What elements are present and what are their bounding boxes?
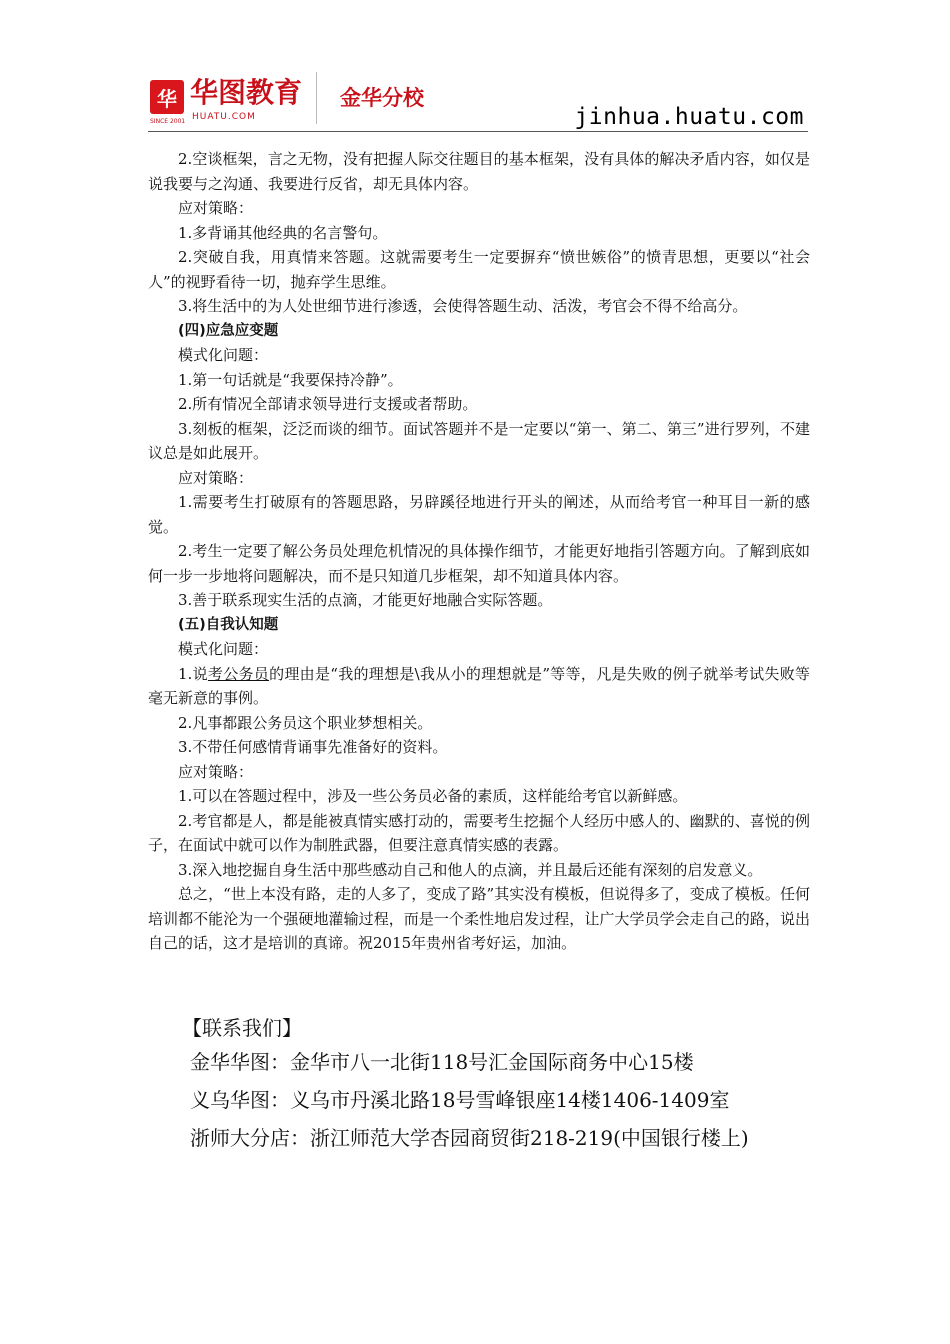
contact-section — [148, 1013, 828, 1157]
paragraph: 模式化问题： — [178, 346, 269, 364]
paragraph: 应对策略： — [178, 199, 254, 217]
section-heading: (五)自我认知题 — [178, 616, 279, 633]
paragraph: 1.可以在答题过程中，涉及一些公务员必备的素质，这样能给考官以新鲜感。 — [178, 787, 688, 805]
paragraph: 2.空谈框架，言之无物，没有把握人际交往题目的基本框架，没有具体的解决矛盾内容，如仅是说我要与之沟通、我要进行反省，却无具体内容。 — [148, 150, 810, 193]
header-rule — [148, 131, 808, 132]
paragraph: 2.突破自我，用真情来答题。这就需要考生一定要摒弃“愤世嫉俗”的愤青思想，更要以“社会人”的视野看待一切，抛弃学生思维。 — [148, 248, 810, 291]
section-heading: (四)应急应变题 — [178, 322, 279, 339]
paragraph: 2.考生一定要了解公务员处理危机情况的具体操作细节，才能更好地指引答题方向。了解到底如何一步一步地将问题解决，而不是只知道几步框架，却不知道具体内容。 — [148, 542, 810, 585]
paragraph: 3.深入地挖掘自身生活中那些感动自己和他人的点滴，并且最后还能有深刻的启发意义。 — [178, 860, 763, 879]
paragraph: 2.所有情况全部请求领导进行支援或者帮助。 — [178, 395, 478, 413]
paragraph — [148, 662, 810, 711]
brand-domain: HUATU.COM — [192, 112, 256, 122]
paragraph-text: 的理由是“我的理想是\我从小的理想就是”等等，凡是失败的例子就举考试失败等毫无新意的事例。 — [148, 664, 810, 707]
paragraph: 1.需要考生打破原有的答题思路，另辟蹊径地进行开头的阐述，从而给考官一种耳目一新的感觉。 — [148, 493, 810, 536]
inline-link[interactable]: 考公务员 — [207, 664, 270, 683]
contact-zhejiang-normal: 浙师大分店：浙江师范大学杏园商贸街218-219(中国银行楼上) — [190, 1126, 749, 1150]
contact-jinhua: 金华华图：金华市八一北街118号汇金国际商务中心15楼 — [190, 1050, 694, 1074]
paragraph: 应对策略： — [178, 762, 254, 781]
logo-glyph: 华 — [157, 86, 177, 111]
brand-since: SINCE 2001 — [150, 118, 186, 125]
paragraph: 3.不带任何感情背诵事先准备好的资料。 — [178, 738, 448, 756]
paragraph: 3.刻板的框架，泛泛而谈的细节。面试答题并不是一定要以“第一、第二、第三”进行罗列，不建议总是如此展开。 — [148, 419, 810, 462]
article-body — [148, 147, 810, 956]
branch-name: 金华分校 — [340, 86, 424, 110]
huatu-logo-icon — [150, 80, 184, 114]
contact-title: 【联系我们】 — [182, 1016, 302, 1040]
paragraph: 1.第一句话就是“我要保持冷静”。 — [178, 370, 403, 389]
paragraph: 总之，“世上本没有路，走的人多了，变成了路”其实没有模板，但说得多了，变成了模板。任何培训都不能沦为一个强硬地灌输过程，而是一个柔性地启发过程，让广大学员学会走自己的路，说出自己的话，这才是培训的真谛。祝2015年贵州省考好运，加油。 — [148, 885, 810, 952]
site-url[interactable]: jinhua.huatu.com — [574, 104, 804, 130]
paragraph: 模式化问题： — [178, 640, 269, 658]
paragraph-text: 1.说 — [178, 664, 208, 683]
paragraph: 2.凡事都跟公务员这个职业梦想相关。 — [178, 713, 433, 732]
paragraph: 1.多背诵其他经典的名言警句。 — [178, 223, 388, 242]
paragraph: 2.考官都是人，都是能被真情实感打动的，需要考生挖掘个人经历中感人的、幽默的、喜悦的例子，在面试中就可以作为制胜武器，但要注意真情实感的表露。 — [148, 811, 810, 854]
page-header — [148, 70, 808, 132]
header-divider — [316, 72, 317, 124]
paragraph: 3.善于联系现实生活的点滴，才能更好地融合实际答题。 — [178, 591, 553, 609]
contact-yiwu: 义乌华图：义乌市丹溪北路18号雪峰银座14楼1406-1409室 — [190, 1088, 730, 1112]
brand-name: 华图教育 — [190, 76, 303, 109]
paragraph: 3.将生活中的为人处世细节进行渗透，会使得答题生动、活泼，考官会不得不给高分。 — [178, 297, 748, 315]
paragraph: 应对策略： — [178, 468, 254, 487]
